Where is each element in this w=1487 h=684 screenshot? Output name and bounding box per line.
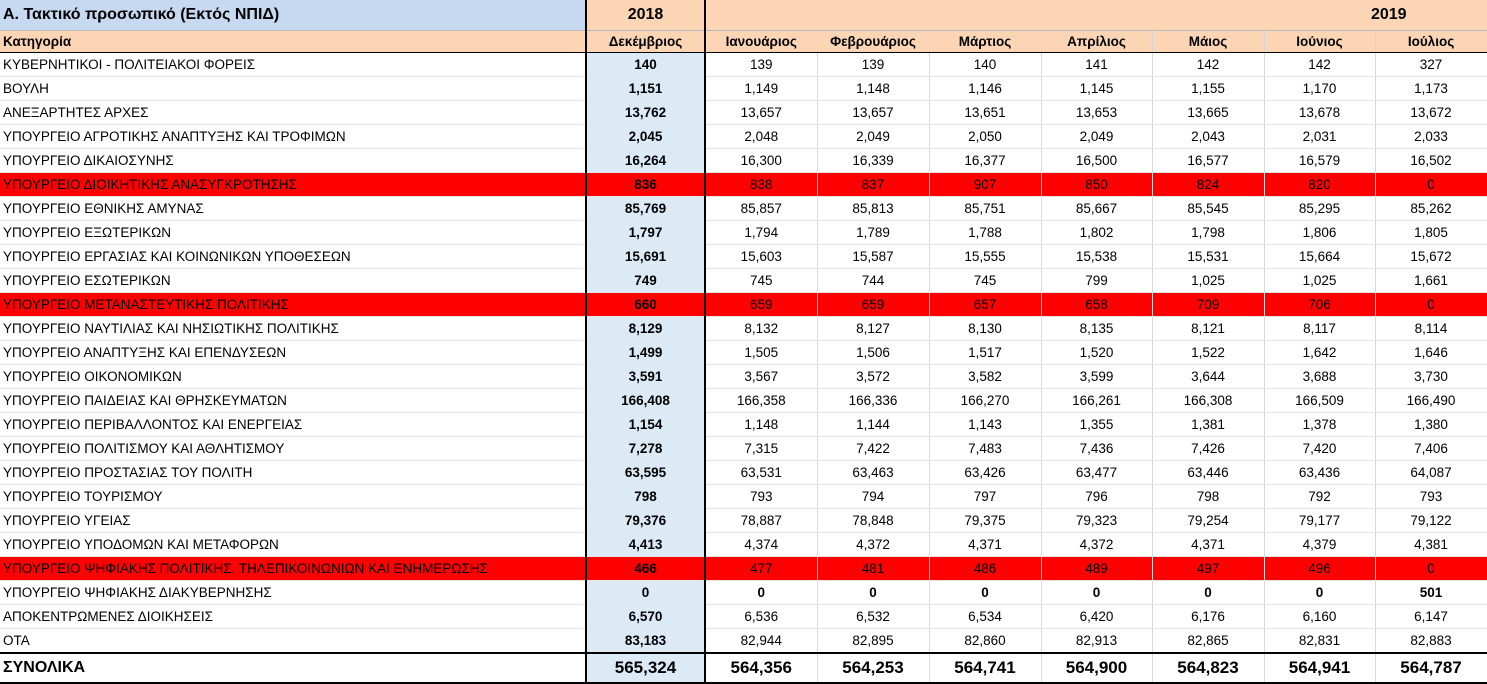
row-month-value: 85,857 [705, 197, 817, 221]
row-month-value: 1,788 [929, 221, 1041, 245]
row-month-value: 15,555 [929, 245, 1041, 269]
row-month-value: 1,805 [1375, 221, 1487, 245]
row-december-2018: 1,151 [586, 77, 705, 101]
header-may: Μάιος [1152, 31, 1264, 53]
row-month-value: 496 [1264, 557, 1375, 581]
row-month-value: 166,358 [705, 389, 817, 413]
row-december-2018: 85,769 [586, 197, 705, 221]
row-month-value: 1,505 [705, 341, 817, 365]
row-month-value: 6,534 [929, 605, 1041, 629]
row-month-value: 745 [705, 269, 817, 293]
table-row [0, 101, 1487, 125]
row-month-value: 79,177 [1264, 509, 1375, 533]
row-month-value: 78,848 [817, 509, 929, 533]
row-category: ΥΠΟΥΡΓΕΙΟ ΥΠΟΔΟΜΩΝ ΚΑΙ ΜΕΤΑΦΟΡΩΝ [0, 533, 586, 557]
total-label: ΣΥΝΟΛΙΚΑ [0, 653, 586, 683]
row-month-value: 1,143 [929, 413, 1041, 437]
row-month-value: 798 [1152, 485, 1264, 509]
row-category: ΥΠΟΥΡΓΕΙΟ ΠΑΙΔΕΙΑΣ ΚΑΙ ΘΡΗΣΚΕΥΜΑΤΩΝ [0, 389, 586, 413]
row-month-value: 63,463 [817, 461, 929, 485]
row-december-2018: 1,499 [586, 341, 705, 365]
row-month-value: 1,025 [1264, 269, 1375, 293]
row-month-value: 1,517 [929, 341, 1041, 365]
row-month-value: 63,426 [929, 461, 1041, 485]
total-month-value: 564,356 [705, 653, 817, 683]
row-month-value: 1,146 [929, 77, 1041, 101]
row-december-2018: 16,264 [586, 149, 705, 173]
row-month-value: 1,646 [1375, 341, 1487, 365]
row-category: ΚΥΒΕΡΝΗΤΙΚΟΙ - ΠΟΛΙΤΕΙΑΚΟΙ ΦΟΡΕΙΣ [0, 53, 586, 77]
row-december-2018: 166,408 [586, 389, 705, 413]
row-month-value: 8,117 [1264, 317, 1375, 341]
row-month-value: 15,664 [1264, 245, 1375, 269]
row-category: ΒΟΥΛΗ [0, 77, 586, 101]
row-category: ΥΠΟΥΡΓΕΙΟ ΠΡΟΣΤΑΣΙΑΣ ΤΟΥ ΠΟΛΙΤΗ [0, 461, 586, 485]
row-month-value: 1,145 [1041, 77, 1152, 101]
row-month-value: 82,860 [929, 629, 1041, 654]
row-month-value: 16,502 [1375, 149, 1487, 173]
row-month-value: 658 [1041, 293, 1152, 317]
row-december-2018: 7,278 [586, 437, 705, 461]
row-category: ΥΠΟΥΡΓΕΙΟ ΑΝΑΠΤΥΞΗΣ ΚΑΙ ΕΠΕΝΔΥΣΕΩΝ [0, 341, 586, 365]
table-row [0, 149, 1487, 173]
row-month-value: 82,913 [1041, 629, 1152, 654]
row-month-value: 3,572 [817, 365, 929, 389]
row-month-value: 166,336 [817, 389, 929, 413]
row-december-2018: 4,413 [586, 533, 705, 557]
row-month-value: 793 [1375, 485, 1487, 509]
total-december-2018: 565,324 [586, 653, 705, 683]
row-category: ΥΠΟΥΡΓΕΙΟ ΔΙΚΑΙΟΣΥΝΗΣ [0, 149, 586, 173]
row-month-value: 141 [1041, 53, 1152, 77]
row-month-value: 837 [817, 173, 929, 197]
row-category: ΥΠΟΥΡΓΕΙΟ ΝΑΥΤΙΛΙΑΣ ΚΑΙ ΝΗΣΙΩΤΙΚΗΣ ΠΟΛΙΤΙΚΗΣ [0, 317, 586, 341]
row-month-value: 8,132 [705, 317, 817, 341]
header-february: Φεβρουάριος [817, 31, 929, 53]
row-month-value: 1,806 [1264, 221, 1375, 245]
table-title: Α. Τακτικό προσωπικό (Εκτός ΝΠΙΔ) [0, 0, 586, 31]
row-month-value: 1,661 [1375, 269, 1487, 293]
row-month-value: 1,144 [817, 413, 929, 437]
row-month-value: 0 [1375, 293, 1487, 317]
row-month-value: 79,375 [929, 509, 1041, 533]
row-month-value: 15,531 [1152, 245, 1264, 269]
row-month-value: 7,422 [817, 437, 929, 461]
row-month-value: 1,794 [705, 221, 817, 245]
row-month-value: 820 [1264, 173, 1375, 197]
row-month-value: 6,160 [1264, 605, 1375, 629]
row-month-value: 2,050 [929, 125, 1041, 149]
row-month-value: 1,025 [1152, 269, 1264, 293]
row-december-2018: 15,691 [586, 245, 705, 269]
row-month-value: 2,049 [1041, 125, 1152, 149]
row-december-2018: 13,762 [586, 101, 705, 125]
row-month-value: 4,379 [1264, 533, 1375, 557]
row-month-value: 2,048 [705, 125, 817, 149]
row-month-value: 659 [705, 293, 817, 317]
row-month-value: 793 [705, 485, 817, 509]
row-month-value: 82,865 [1152, 629, 1264, 654]
row-month-value: 1,148 [817, 77, 929, 101]
row-month-value: 4,372 [817, 533, 929, 557]
row-month-value: 0 [1264, 581, 1375, 605]
table-row [0, 269, 1487, 293]
row-month-value: 2,049 [817, 125, 929, 149]
row-december-2018: 83,183 [586, 629, 705, 654]
row-month-value: 501 [1375, 581, 1487, 605]
row-month-value: 82,895 [817, 629, 929, 654]
row-december-2018: 1,797 [586, 221, 705, 245]
row-month-value: 486 [929, 557, 1041, 581]
row-month-value: 1,520 [1041, 341, 1152, 365]
row-category: ΥΠΟΥΡΓΕΙΟ ΟΙΚΟΝΟΜΙΚΩΝ [0, 365, 586, 389]
row-month-value: 13,653 [1041, 101, 1152, 125]
row-december-2018: 749 [586, 269, 705, 293]
row-month-value: 489 [1041, 557, 1152, 581]
row-month-value: 659 [817, 293, 929, 317]
row-month-value: 2,033 [1375, 125, 1487, 149]
row-month-value: 13,657 [705, 101, 817, 125]
header-july: Ιούλιος [1375, 31, 1487, 53]
row-month-value: 16,300 [705, 149, 817, 173]
row-month-value: 907 [929, 173, 1041, 197]
row-category: ΥΠΟΥΡΓΕΙΟ ΜΕΤΑΝΑΣΤΕΥΤΙΚΗΣ ΠΟΛΙΤΙΚΗΣ [0, 293, 586, 317]
row-month-value: 15,587 [817, 245, 929, 269]
row-month-value: 13,665 [1152, 101, 1264, 125]
header-june: Ιούνιος [1264, 31, 1375, 53]
row-month-value: 0 [1152, 581, 1264, 605]
row-month-value: 3,644 [1152, 365, 1264, 389]
row-month-value: 1,355 [1041, 413, 1152, 437]
total-month-value: 564,900 [1041, 653, 1152, 683]
row-month-value: 850 [1041, 173, 1152, 197]
row-month-value: 142 [1152, 53, 1264, 77]
row-month-value: 85,295 [1264, 197, 1375, 221]
table-row [0, 533, 1487, 557]
row-month-value: 15,538 [1041, 245, 1152, 269]
total-month-value: 564,941 [1264, 653, 1375, 683]
row-month-value: 477 [705, 557, 817, 581]
row-month-value: 8,130 [929, 317, 1041, 341]
row-month-value: 85,545 [1152, 197, 1264, 221]
table-row [0, 485, 1487, 509]
row-month-value: 140 [929, 53, 1041, 77]
row-month-value: 1,802 [1041, 221, 1152, 245]
table-row [0, 245, 1487, 269]
row-month-value: 1,522 [1152, 341, 1264, 365]
table-row [0, 53, 1487, 77]
row-category: ΥΠΟΥΡΓΕΙΟ ΑΓΡΟΤΙΚΗΣ ΑΝΑΠΤΥΞΗΣ ΚΑΙ ΤΡΟΦΙΜΩΝ [0, 125, 586, 149]
row-month-value: 481 [817, 557, 929, 581]
row-month-value: 79,122 [1375, 509, 1487, 533]
table-row [0, 581, 1487, 605]
row-month-value: 82,944 [705, 629, 817, 654]
row-month-value: 0 [1375, 557, 1487, 581]
row-month-value: 497 [1152, 557, 1264, 581]
table-row [0, 221, 1487, 245]
row-category: ΥΠΟΥΡΓΕΙΟ ΠΕΡΙΒΑΛΛΟΝΤΟΣ ΚΑΙ ΕΝΕΡΓΕΙΑΣ [0, 413, 586, 437]
row-month-value: 709 [1152, 293, 1264, 317]
row-month-value: 16,339 [817, 149, 929, 173]
table-row [0, 77, 1487, 101]
row-month-value: 13,678 [1264, 101, 1375, 125]
row-category: ΥΠΟΥΡΓΕΙΟ ΨΗΦΙΑΚΗΣ ΠΟΛΙΤΙΚΗΣ, ΤΗΛΕΠΙΚΟΙΝΩΝΙΩΝ ΚΑΙ ΕΝΗΜΕΡΩΣΗΣ [0, 557, 586, 581]
row-month-value: 4,372 [1041, 533, 1152, 557]
row-month-value: 792 [1264, 485, 1375, 509]
row-month-value: 16,577 [1152, 149, 1264, 173]
row-month-value: 85,813 [817, 197, 929, 221]
row-month-value: 15,672 [1375, 245, 1487, 269]
row-month-value: 1,170 [1264, 77, 1375, 101]
row-month-value: 1,506 [817, 341, 929, 365]
row-month-value: 2,043 [1152, 125, 1264, 149]
row-month-value: 13,651 [929, 101, 1041, 125]
row-category: ΥΠΟΥΡΓΕΙΟ ΕΘΝΙΚΗΣ ΑΜΥΝΑΣ [0, 197, 586, 221]
row-december-2018: 1,154 [586, 413, 705, 437]
total-row [0, 653, 1487, 683]
row-month-value: 0 [929, 581, 1041, 605]
row-month-value: 1,642 [1264, 341, 1375, 365]
row-month-value: 139 [817, 53, 929, 77]
row-month-value: 744 [817, 269, 929, 293]
row-december-2018: 0 [586, 581, 705, 605]
row-month-value: 139 [705, 53, 817, 77]
row-month-value: 3,582 [929, 365, 1041, 389]
row-month-value: 745 [929, 269, 1041, 293]
row-december-2018: 63,595 [586, 461, 705, 485]
table-row [0, 341, 1487, 365]
row-month-value: 7,483 [929, 437, 1041, 461]
header-row [0, 31, 1487, 53]
row-month-value: 3,730 [1375, 365, 1487, 389]
row-month-value: 706 [1264, 293, 1375, 317]
row-month-value: 16,500 [1041, 149, 1152, 173]
row-month-value: 1,789 [817, 221, 929, 245]
year-2018-label: 2018 [586, 0, 705, 31]
row-december-2018: 798 [586, 485, 705, 509]
row-month-value: 142 [1264, 53, 1375, 77]
row-month-value: 78,887 [705, 509, 817, 533]
row-month-value: 657 [929, 293, 1041, 317]
row-month-value: 1,173 [1375, 77, 1487, 101]
row-month-value: 1,148 [705, 413, 817, 437]
table-row [0, 365, 1487, 389]
row-month-value: 0 [1375, 173, 1487, 197]
row-month-value: 8,121 [1152, 317, 1264, 341]
row-month-value: 13,672 [1375, 101, 1487, 125]
row-month-value: 1,380 [1375, 413, 1487, 437]
row-category: ΥΠΟΥΡΓΕΙΟ ΔΙΟΙΚΗΤΙΚΗΣ ΑΝΑΣΥΓΚΡΟΤΗΣΗΣ [0, 173, 586, 197]
row-month-value: 0 [1041, 581, 1152, 605]
table-row [0, 413, 1487, 437]
row-month-value: 85,667 [1041, 197, 1152, 221]
row-month-value: 63,446 [1152, 461, 1264, 485]
row-month-value: 0 [817, 581, 929, 605]
row-month-value: 824 [1152, 173, 1264, 197]
row-category: ΥΠΟΥΡΓΕΙΟ ΕΡΓΑΣΙΑΣ ΚΑΙ ΚΟΙΝΩΝΙΚΩΝ ΥΠΟΘΕΣΕΩΝ [0, 245, 586, 269]
row-month-value: 1,155 [1152, 77, 1264, 101]
row-month-value: 8,114 [1375, 317, 1487, 341]
row-month-value: 4,371 [929, 533, 1041, 557]
row-month-value: 63,477 [1041, 461, 1152, 485]
row-month-value: 85,751 [929, 197, 1041, 221]
row-month-value: 15,603 [705, 245, 817, 269]
table-row [0, 629, 1487, 654]
row-month-value: 166,270 [929, 389, 1041, 413]
table-row [0, 605, 1487, 629]
table-row [0, 293, 1487, 317]
row-month-value: 166,490 [1375, 389, 1487, 413]
header-january: Ιανουάριος [705, 31, 817, 53]
row-month-value: 6,420 [1041, 605, 1152, 629]
row-category: ΥΠΟΥΡΓΕΙΟ ΨΗΦΙΑΚΗΣ ΔΙΑΚΥΒΕΡΝΗΣΗΣ [0, 581, 586, 605]
total-month-value: 564,823 [1152, 653, 1264, 683]
row-month-value: 0 [705, 581, 817, 605]
row-category: ΑΝΕΞΑΡΤΗΤΕΣ ΑΡΧΕΣ [0, 101, 586, 125]
row-month-value: 166,308 [1152, 389, 1264, 413]
row-month-value: 794 [817, 485, 929, 509]
row-category: ΟΤΑ [0, 629, 586, 654]
row-month-value: 3,688 [1264, 365, 1375, 389]
row-month-value: 1,381 [1152, 413, 1264, 437]
table-row [0, 461, 1487, 485]
row-month-value: 799 [1041, 269, 1152, 293]
row-month-value: 7,315 [705, 437, 817, 461]
table-row [0, 125, 1487, 149]
row-month-value: 838 [705, 173, 817, 197]
total-month-value: 564,253 [817, 653, 929, 683]
header-march: Μάρτιος [929, 31, 1041, 53]
table-row [0, 173, 1487, 197]
row-month-value: 79,323 [1041, 509, 1152, 533]
row-december-2018: 660 [586, 293, 705, 317]
row-month-value: 7,426 [1152, 437, 1264, 461]
row-month-value: 6,536 [705, 605, 817, 629]
row-category: ΥΠΟΥΡΓΕΙΟ ΠΟΛΙΤΙΣΜΟΥ ΚΑΙ ΑΘΛΗΤΙΣΜΟΥ [0, 437, 586, 461]
row-december-2018: 6,570 [586, 605, 705, 629]
row-month-value: 1,798 [1152, 221, 1264, 245]
total-month-value: 564,787 [1375, 653, 1487, 683]
title-row [0, 0, 1487, 31]
row-month-value: 16,579 [1264, 149, 1375, 173]
row-month-value: 6,147 [1375, 605, 1487, 629]
row-december-2018: 466 [586, 557, 705, 581]
table-row [0, 509, 1487, 533]
row-december-2018: 140 [586, 53, 705, 77]
row-month-value: 4,381 [1375, 533, 1487, 557]
row-december-2018: 8,129 [586, 317, 705, 341]
header-category: Κατηγορία [0, 31, 586, 53]
row-category: ΥΠΟΥΡΓΕΙΟ ΕΣΩΤΕΡΙΚΩΝ [0, 269, 586, 293]
row-month-value: 63,531 [705, 461, 817, 485]
table-row [0, 389, 1487, 413]
row-month-value: 8,135 [1041, 317, 1152, 341]
row-month-value: 1,378 [1264, 413, 1375, 437]
row-december-2018: 836 [586, 173, 705, 197]
total-month-value: 564,741 [929, 653, 1041, 683]
header-december: Δεκέμβριος [586, 31, 705, 53]
row-month-value: 2,031 [1264, 125, 1375, 149]
row-month-value: 3,567 [705, 365, 817, 389]
row-month-value: 797 [929, 485, 1041, 509]
row-month-value: 63,436 [1264, 461, 1375, 485]
row-month-value: 6,532 [817, 605, 929, 629]
row-month-value: 166,261 [1041, 389, 1152, 413]
row-month-value: 796 [1041, 485, 1152, 509]
row-month-value: 4,371 [1152, 533, 1264, 557]
row-month-value: 3,599 [1041, 365, 1152, 389]
row-month-value: 64,087 [1375, 461, 1487, 485]
row-month-value: 7,406 [1375, 437, 1487, 461]
row-december-2018: 79,376 [586, 509, 705, 533]
row-month-value: 7,436 [1041, 437, 1152, 461]
row-month-value: 79,254 [1152, 509, 1264, 533]
header-april: Απρίλιος [1041, 31, 1152, 53]
row-month-value: 82,883 [1375, 629, 1487, 654]
row-category: ΥΠΟΥΡΓΕΙΟ ΥΓΕΙΑΣ [0, 509, 586, 533]
row-month-value: 1,149 [705, 77, 817, 101]
row-month-value: 8,127 [817, 317, 929, 341]
row-month-value: 85,262 [1375, 197, 1487, 221]
row-month-value: 6,176 [1152, 605, 1264, 629]
row-month-value: 166,509 [1264, 389, 1375, 413]
table-row [0, 557, 1487, 581]
row-month-value: 327 [1375, 53, 1487, 77]
row-month-value: 7,420 [1264, 437, 1375, 461]
table-row [0, 197, 1487, 221]
row-category: ΥΠΟΥΡΓΕΙΟ ΕΞΩΤΕΡΙΚΩΝ [0, 221, 586, 245]
row-category: ΥΠΟΥΡΓΕΙΟ ΤΟΥΡΙΣΜΟΥ [0, 485, 586, 509]
row-category: ΑΠΟΚΕΝΤΡΩΜΕΝΕΣ ΔΙΟΙΚΗΣΕΙΣ [0, 605, 586, 629]
table-row [0, 317, 1487, 341]
row-month-value: 16,377 [929, 149, 1041, 173]
row-december-2018: 2,045 [586, 125, 705, 149]
row-december-2018: 3,591 [586, 365, 705, 389]
row-month-value: 82,831 [1264, 629, 1375, 654]
year-2019-label: 2019 [705, 0, 1487, 31]
table-row [0, 437, 1487, 461]
row-month-value: 4,374 [705, 533, 817, 557]
row-month-value: 13,657 [817, 101, 929, 125]
